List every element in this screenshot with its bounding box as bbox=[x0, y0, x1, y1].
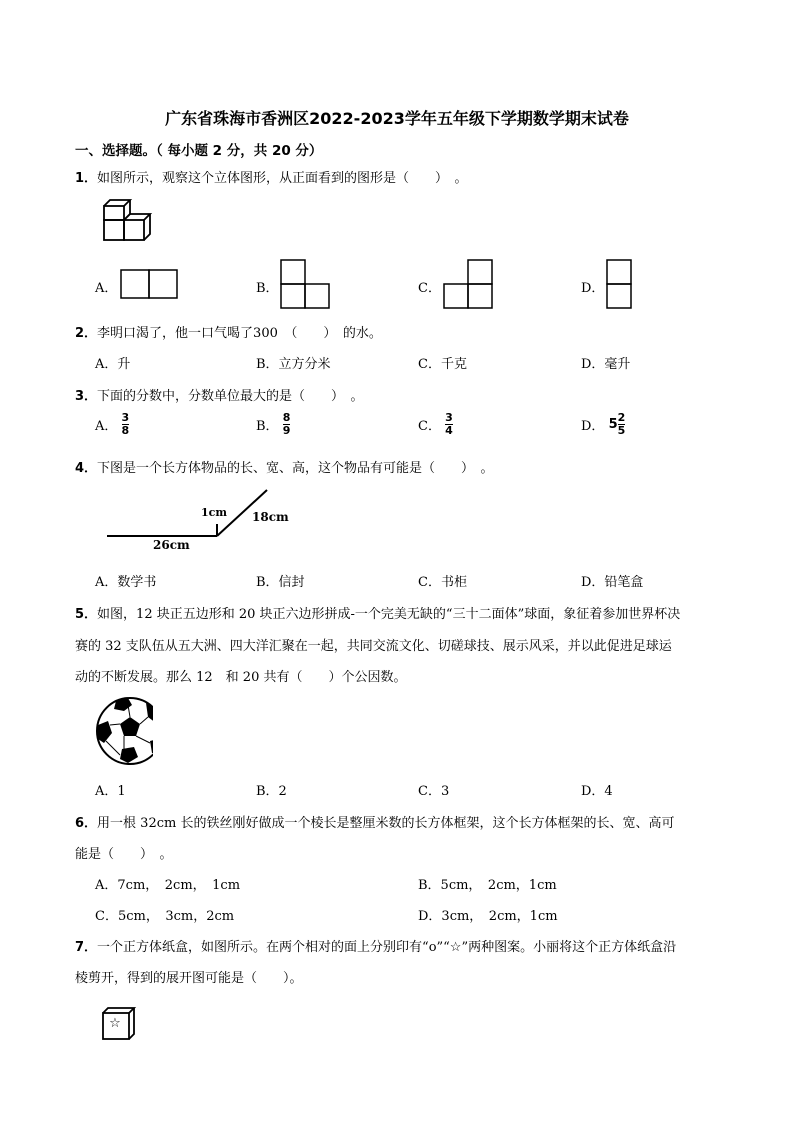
option-label: D． bbox=[581, 419, 605, 434]
q1-option-b-label[interactable]: B． bbox=[256, 281, 279, 296]
q4-option-c[interactable]: C．书柜 bbox=[418, 575, 467, 590]
q5-option-b[interactable]: B．2 bbox=[256, 784, 287, 799]
cube-stack-figure bbox=[102, 198, 158, 246]
fraction bbox=[122, 412, 130, 437]
question-text-line1: 用一根 32cm 长的铁丝刚好做成一个棱长是整厘米数的长方体框架，这个长方体框架的长、宽、高可 bbox=[97, 816, 675, 831]
section-heading-choice: 一、选择题。（ 每小题 2 分，共 20 分） bbox=[75, 143, 323, 159]
q1-option-a-figure bbox=[120, 269, 180, 299]
question-5-line3: 动的不断发展。那么 12 和 20 共有（ ）个公因数。 bbox=[75, 670, 407, 685]
q1-option-d-figure bbox=[606, 259, 634, 311]
length-label: 26cm bbox=[153, 538, 190, 552]
q2-option-d[interactable]: D．毫升 bbox=[581, 357, 631, 372]
question-text: 李明口渴了，他一口气喝了300 （ ） 的水。 bbox=[97, 326, 382, 341]
q3-option-d[interactable] bbox=[581, 412, 625, 437]
q2-option-b[interactable]: B．立方分米 bbox=[256, 357, 331, 372]
question-5-line2: 赛的 32 支队伍从五大洲、四大洋汇聚在一起，共同交流文化、切磋球技、展示风采，并以此促进足球运 bbox=[75, 639, 672, 654]
star-icon: ☆ bbox=[109, 1016, 121, 1031]
denominator: 4 bbox=[445, 424, 453, 437]
question-number: 3． bbox=[75, 389, 98, 404]
q6-option-d[interactable]: D．3cm， 2cm，1cm bbox=[418, 909, 558, 924]
q5-option-d[interactable]: D．4 bbox=[581, 784, 613, 799]
numerator: 8 bbox=[282, 411, 291, 424]
question-text: 如图所示，观察这个立体图形，从正面看到的图形是（ ） 。 bbox=[97, 171, 468, 186]
option-label: B． bbox=[256, 419, 279, 434]
question-7 bbox=[75, 936, 676, 955]
question-text: 下图是一个长方体物品的长、宽、高，这个物品有可能是（ ） 。 bbox=[97, 461, 494, 476]
denominator: 5 bbox=[617, 424, 626, 437]
q1-option-d-label[interactable]: D． bbox=[581, 281, 605, 296]
q1-option-c-figure bbox=[443, 259, 495, 311]
question-text-line1: 一个正方体纸盒，如图所示。在两个相对的面上分别印有“o”“☆”两种图案。小丽将这个正方体纸盒沿 bbox=[97, 940, 677, 955]
question-3 bbox=[75, 385, 364, 404]
denominator: 8 bbox=[121, 424, 130, 437]
fraction bbox=[445, 412, 453, 437]
question-6 bbox=[75, 812, 674, 831]
question-4 bbox=[75, 457, 494, 476]
mixed-whole: 5 bbox=[608, 417, 618, 432]
question-5 bbox=[75, 603, 680, 622]
question-6-line2: 能是（ ） 。 bbox=[75, 847, 173, 862]
q1-option-c-label[interactable]: C． bbox=[418, 281, 441, 296]
question-2 bbox=[75, 322, 382, 341]
numerator: 3 bbox=[121, 411, 130, 424]
soccer-ball-image bbox=[96, 695, 156, 767]
height-label: 1cm bbox=[201, 506, 227, 519]
denominator: 9 bbox=[282, 424, 291, 437]
fraction bbox=[283, 412, 291, 437]
question-number: 5． bbox=[75, 607, 98, 622]
numerator: 2 bbox=[617, 411, 626, 424]
question-1 bbox=[75, 167, 468, 186]
q4-option-b[interactable]: B．信封 bbox=[256, 575, 305, 590]
width-label: 18cm bbox=[252, 510, 289, 524]
q4-option-d[interactable]: D．铅笔盒 bbox=[581, 575, 644, 590]
question-text-line1: 如图，12 块正五边形和 20 块正六边形拼成-一个完美无缺的“三十二面体”球面，象征着参加世界杯决 bbox=[97, 607, 681, 622]
fraction bbox=[618, 412, 626, 437]
question-number: 7． bbox=[75, 940, 98, 955]
option-label: A． bbox=[95, 419, 118, 434]
question-text: 下面的分数中，分数单位最大的是（ ） 。 bbox=[97, 389, 364, 404]
q5-option-a[interactable]: A．1 bbox=[95, 784, 126, 799]
question-7-line2: 棱剪开，得到的展开图可能是（ ）。 bbox=[75, 971, 303, 986]
q1-option-a-label[interactable]: A． bbox=[95, 281, 118, 296]
question-number: 6． bbox=[75, 816, 98, 831]
q3-option-c[interactable] bbox=[418, 412, 453, 437]
q1-option-b-figure bbox=[280, 259, 332, 311]
question-number: 2． bbox=[75, 326, 98, 341]
q5-option-c[interactable]: C．3 bbox=[418, 784, 450, 799]
question-number: 1． bbox=[75, 171, 98, 186]
q6-option-a[interactable]: A．7cm， 2cm， 1cm bbox=[95, 878, 241, 893]
page-title: 广东省珠海市香洲区2022-2023学年五年级下学期数学期末试卷 bbox=[165, 109, 629, 128]
q2-option-a[interactable]: A．升 bbox=[95, 357, 131, 372]
q6-option-b[interactable]: B．5cm， 2cm，1cm bbox=[418, 878, 557, 893]
q3-option-a[interactable] bbox=[95, 412, 129, 437]
q4-option-a[interactable]: A．数学书 bbox=[95, 575, 157, 590]
q6-option-c[interactable]: C．5cm， 3cm，2cm bbox=[95, 909, 235, 924]
q2-option-c[interactable]: C．千克 bbox=[418, 357, 467, 372]
question-number: 4． bbox=[75, 461, 98, 476]
q3-option-b[interactable] bbox=[256, 412, 290, 437]
option-label: C． bbox=[418, 419, 441, 434]
numerator: 3 bbox=[445, 411, 453, 424]
